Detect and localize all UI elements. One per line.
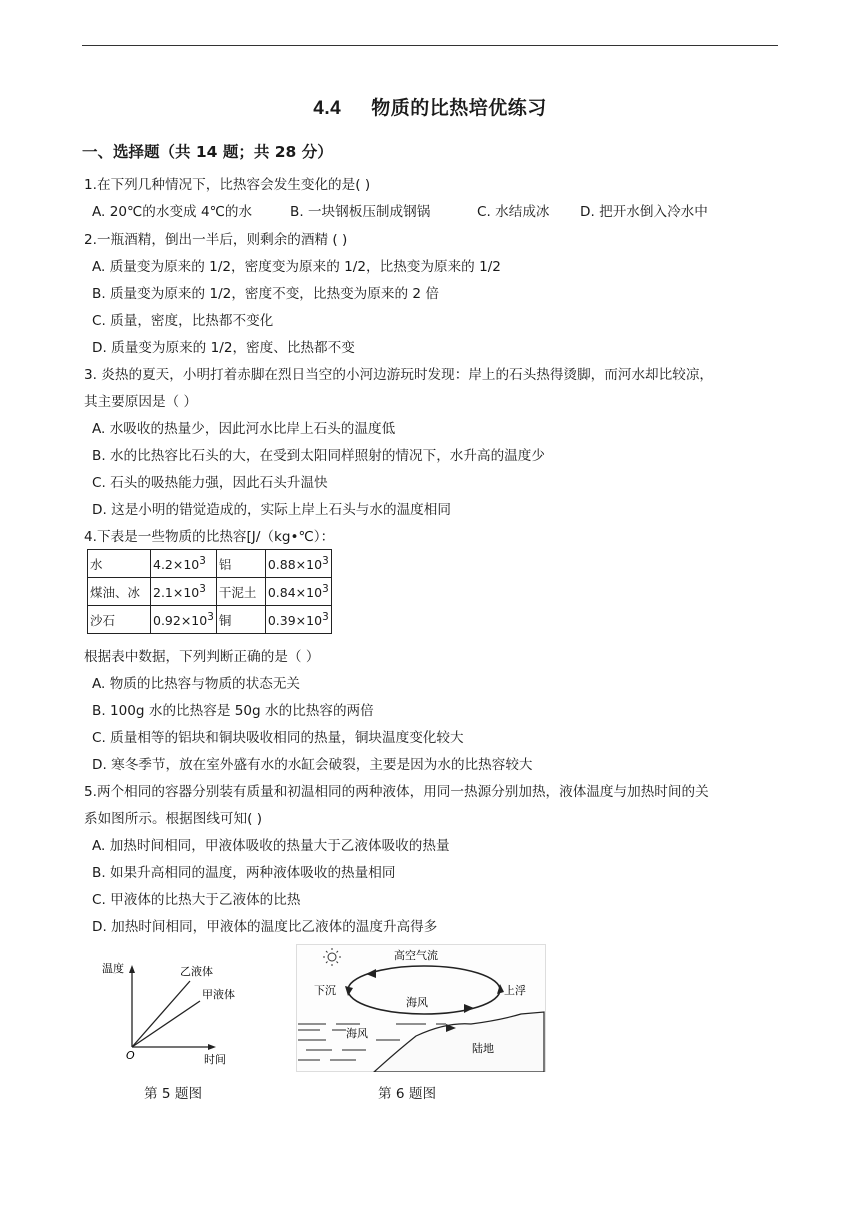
figure-5-caption: 第 5 题图 (144, 1086, 203, 1102)
question-2-option-b: B. 质量变为原来的 1/2，密度不变，比热变为原来的 2 倍 (92, 286, 439, 302)
question-5-stem-cont: 系如图所示。根据图线可知( ) (84, 811, 263, 827)
question-2-stem: 2.一瓶酒精，倒出一半后，则剩余的酒精 ( ) (84, 232, 348, 248)
table-cell: 铝 (216, 550, 265, 578)
question-4-after: 根据表中数据，下列判断正确的是（ ） (84, 649, 320, 665)
label-sea-breeze-lower: 海风 (346, 1027, 368, 1040)
table-cell: $0.88\times 10^3$ (265, 550, 331, 578)
option-b: B. 一块钢板压制成钢锅 (290, 204, 431, 220)
question-3-option-c: C. 石头的吸热能力强，因此石头升温快 (92, 475, 328, 491)
question-2-option-c: C. 质量，密度，比热都不变化 (92, 313, 274, 329)
question-3-option-a: A. 水吸收的热量少，因此河水比岸上石头的温度低 (92, 421, 396, 437)
label-upper-air: 高空气流 (394, 949, 438, 962)
series-label-yi: 乙液体 (180, 965, 213, 978)
table-cell: $2.1\times 10^3$ (151, 578, 217, 606)
title-number: 4.4 (313, 98, 342, 119)
figure-5-graph (100, 955, 250, 1070)
origin-label: O (126, 1049, 135, 1062)
x-axis-label: 时间 (204, 1053, 226, 1066)
question-1-stem: 1.在下列几种情况下，比热容会发生变化的是( ) (84, 177, 371, 193)
question-3-option-d: D. 这是小明的错觉造成的，实际上岸上石头与水的温度相同 (92, 502, 451, 518)
label-sea-breeze-upper: 海风 (406, 996, 428, 1009)
question-4-option-d: D. 寒冬季节，放在室外盛有水的水缸会破裂，主要是因为水的比热容较大 (92, 757, 533, 773)
question-4-stem: 4.下表是一些物质的比热容[J/（kg•℃）： (84, 529, 335, 545)
question-2-option-a: A. 质量变为原来的 1/2，密度变为原来的 1/2，比热变为原来的 1/2 (92, 259, 501, 275)
table-row (88, 578, 332, 606)
question-5-option-c: C. 甲液体的比热大于乙液体的比热 (92, 892, 301, 908)
title-text: 物质的比热培优练习 (371, 97, 547, 119)
question-3-option-b: B. 水的比热容比石头的大，在受到太阳同样照射的情况下，水升高的温度少 (92, 448, 545, 464)
question-4-option-c: C. 质量相等的铝块和铜块吸收相同的热量，铜块温度变化较大 (92, 730, 464, 746)
question-3-stem-cont: 其主要原因是（ ） (84, 394, 198, 410)
table-cell: 沙石 (88, 606, 151, 634)
question-5-option-b: B. 如果升高相同的温度，两种液体吸收的热量相同 (92, 865, 396, 881)
table-row (88, 606, 332, 634)
question-4-option-b: B. 100g 水的比热容是 50g 水的比热容的两倍 (92, 703, 374, 719)
question-5-option-a: A. 加热时间相同，甲液体吸收的热量大于乙液体吸收的热量 (92, 838, 450, 854)
label-land: 陆地 (472, 1042, 494, 1055)
series-label-jia: 甲液体 (202, 988, 235, 1001)
header-rule (82, 45, 778, 46)
specific-heat-table (87, 549, 332, 634)
figure-6-caption: 第 6 题图 (378, 1086, 437, 1102)
question-5-stem: 5.两个相同的容器分别装有质量和初温相同的两种液体，用同一热源分别加热，液体温度与加热时间的关 (84, 784, 709, 800)
table-cell: $0.39\times 10^3$ (265, 606, 331, 634)
option-c: C. 水结成冰 (477, 204, 550, 220)
question-2-option-d: D. 质量变为原来的 1/2，密度、比热都不变 (92, 340, 355, 356)
table-cell: 铜 (216, 606, 265, 634)
table-row (88, 550, 332, 578)
label-sinking: 下沉 (314, 984, 336, 997)
question-3-stem: 3. 炎热的夏天，小明打着赤脚在烈日当空的小河边游玩时发现：岸上的石头热得烫脚，而河水却比较凉， (84, 367, 714, 383)
y-axis-label: 温度 (102, 962, 124, 975)
table-cell: $0.84\times 10^3$ (265, 578, 331, 606)
page-title (0, 93, 860, 120)
option-a: A. 20℃的水变成 4℃的水 (92, 204, 253, 220)
label-rising: 上浮 (504, 984, 526, 997)
section-heading: 一、选择题（共 14 题；共 28 分） (82, 143, 333, 161)
question-1-options (92, 203, 752, 221)
table-cell: 水 (88, 550, 151, 578)
question-5-option-d: D. 加热时间相同，甲液体的温度比乙液体的温度升高得多 (92, 919, 438, 935)
table-cell: 煤油、冰 (88, 578, 151, 606)
question-4-option-a: A. 物质的比热容与物质的状态无关 (92, 676, 301, 692)
table-cell: $4.2\times 10^3$ (151, 550, 217, 578)
table-cell: 干泥土 (216, 578, 265, 606)
option-d: D. 把开水倒入冷水中 (580, 204, 708, 220)
table-cell: $0.92\times 10^3$ (151, 606, 217, 634)
figure-6-diagram (296, 944, 546, 1072)
